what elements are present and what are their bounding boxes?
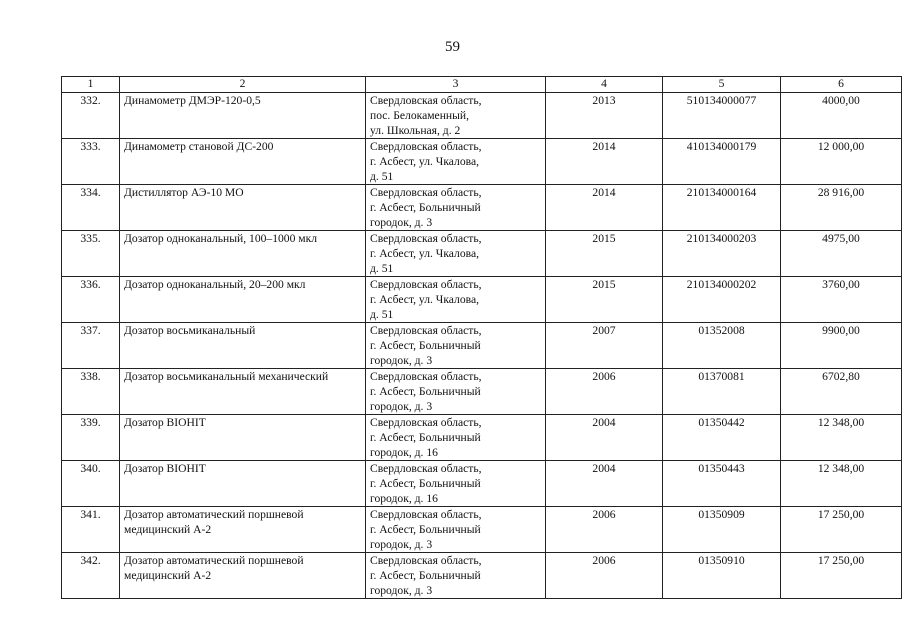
address-line: городок, д. 3 bbox=[370, 354, 433, 367]
table-row bbox=[62, 277, 902, 323]
column-header-4: 4 bbox=[546, 77, 663, 93]
row-number-cell: 336. bbox=[62, 277, 120, 323]
cost-cell: 4975,00 bbox=[781, 231, 902, 277]
inventory-number-cell: 01350909 bbox=[663, 507, 781, 553]
table-body bbox=[62, 93, 902, 599]
item-name-cell bbox=[120, 507, 366, 553]
address-line: г. Асбест, Больничный bbox=[370, 477, 481, 490]
item-name-line: медицинский А-2 bbox=[124, 569, 212, 582]
year-cell: 2006 bbox=[546, 369, 663, 415]
item-name-line: Динамометр становой ДС-200 bbox=[124, 140, 274, 153]
address-cell bbox=[366, 369, 546, 415]
inventory-number-cell: 210134000202 bbox=[663, 277, 781, 323]
address-line: ул. Школьная, д. 2 bbox=[370, 124, 461, 137]
year-cell: 2004 bbox=[546, 461, 663, 507]
year-cell: 2015 bbox=[546, 277, 663, 323]
row-number-cell: 338. bbox=[62, 369, 120, 415]
address-cell bbox=[366, 415, 546, 461]
address-cell bbox=[366, 277, 546, 323]
cost-cell: 4000,00 bbox=[781, 93, 902, 139]
year-cell: 2004 bbox=[546, 415, 663, 461]
address-line: Свердловская область, bbox=[370, 324, 482, 337]
table-row bbox=[62, 507, 902, 553]
row-number-cell: 341. bbox=[62, 507, 120, 553]
item-name-cell bbox=[120, 231, 366, 277]
address-line: Свердловская область, bbox=[370, 462, 482, 475]
table-row bbox=[62, 461, 902, 507]
address-line: городок, д. 3 bbox=[370, 400, 433, 413]
address-line: пос. Белокаменный, bbox=[370, 109, 470, 122]
item-name-line: Дозатор одноканальный, 20–200 мкл bbox=[124, 278, 306, 291]
item-name-line: Дозатор автоматический поршневой bbox=[124, 554, 304, 567]
cost-cell: 3760,00 bbox=[781, 277, 902, 323]
item-name-cell bbox=[120, 93, 366, 139]
address-line: городок, д. 16 bbox=[370, 446, 438, 459]
year-cell: 2006 bbox=[546, 553, 663, 599]
item-name-line: Дозатор автоматический поршневой bbox=[124, 508, 304, 521]
item-name-cell bbox=[120, 185, 366, 231]
address-line: г. Асбест, Больничный bbox=[370, 385, 481, 398]
address-line: городок, д. 3 bbox=[370, 538, 433, 551]
address-line: Свердловская область, bbox=[370, 232, 482, 245]
table-row bbox=[62, 139, 902, 185]
address-cell bbox=[366, 93, 546, 139]
table-row bbox=[62, 553, 902, 599]
address-line: г. Асбест, Больничный bbox=[370, 201, 481, 214]
row-number-cell: 335. bbox=[62, 231, 120, 277]
inventory-number-cell: 210134000164 bbox=[663, 185, 781, 231]
inventory-number-cell: 410134000179 bbox=[663, 139, 781, 185]
inventory-number-cell: 01352008 bbox=[663, 323, 781, 369]
address-line: г. Асбест, Больничный bbox=[370, 431, 481, 444]
address-line: Свердловская область, bbox=[370, 554, 482, 567]
inventory-number-cell: 210134000203 bbox=[663, 231, 781, 277]
cost-cell: 9900,00 bbox=[781, 323, 902, 369]
year-cell: 2014 bbox=[546, 185, 663, 231]
item-name-line: Дозатор восьмиканальный bbox=[124, 324, 256, 337]
page-number: 59 bbox=[445, 39, 460, 55]
address-line: г. Асбест, Больничный bbox=[370, 339, 481, 352]
cost-cell: 12 348,00 bbox=[781, 415, 902, 461]
item-name-line: медицинский А-2 bbox=[124, 523, 212, 536]
address-line: Свердловская область, bbox=[370, 370, 482, 383]
address-line: г. Асбест, ул. Чкалова, bbox=[370, 155, 479, 168]
item-name-line: Динамометр ДМЭР-120-0,5 bbox=[124, 94, 261, 107]
year-cell: 2013 bbox=[546, 93, 663, 139]
item-name-cell bbox=[120, 139, 366, 185]
item-name-cell bbox=[120, 461, 366, 507]
column-header-1: 1 bbox=[62, 77, 120, 93]
table-row bbox=[62, 415, 902, 461]
item-name-line: Дозатор восьмиканальный механический bbox=[124, 370, 329, 383]
address-line: Свердловская область, bbox=[370, 508, 482, 521]
cost-cell: 12 348,00 bbox=[781, 461, 902, 507]
item-name-line: Дозатор BIOHIT bbox=[124, 416, 206, 429]
address-line: городок, д. 3 bbox=[370, 216, 433, 229]
table-row bbox=[62, 231, 902, 277]
item-name-cell bbox=[120, 369, 366, 415]
address-cell bbox=[366, 231, 546, 277]
inventory-number-cell: 01370081 bbox=[663, 369, 781, 415]
address-cell bbox=[366, 461, 546, 507]
address-line: городок, д. 16 bbox=[370, 492, 438, 505]
inventory-number-cell: 510134000077 bbox=[663, 93, 781, 139]
item-name-line: Дозатор BIOHIT bbox=[124, 462, 206, 475]
address-cell bbox=[366, 139, 546, 185]
inventory-number-cell: 01350442 bbox=[663, 415, 781, 461]
row-number-cell: 342. bbox=[62, 553, 120, 599]
address-line: д. 51 bbox=[370, 262, 394, 275]
row-number-cell: 339. bbox=[62, 415, 120, 461]
address-line: Свердловская область, bbox=[370, 416, 482, 429]
item-name-cell bbox=[120, 553, 366, 599]
address-line: г. Асбест, Больничный bbox=[370, 569, 481, 582]
row-number-cell: 337. bbox=[62, 323, 120, 369]
item-name-line: Дозатор одноканальный, 100–1000 мкл bbox=[124, 232, 318, 245]
inventory-number-cell: 01350443 bbox=[663, 461, 781, 507]
year-cell: 2007 bbox=[546, 323, 663, 369]
address-line: д. 51 bbox=[370, 170, 394, 183]
column-header-2: 2 bbox=[120, 77, 366, 93]
equipment-table bbox=[61, 76, 902, 599]
address-cell bbox=[366, 507, 546, 553]
item-name-line: Дистиллятор АЭ-10 МО bbox=[124, 186, 244, 199]
address-line: городок, д. 3 bbox=[370, 584, 433, 597]
table-header bbox=[62, 77, 902, 93]
cost-cell: 17 250,00 bbox=[781, 507, 902, 553]
table-row bbox=[62, 93, 902, 139]
table-row bbox=[62, 323, 902, 369]
address-line: г. Асбест, ул. Чкалова, bbox=[370, 247, 479, 260]
address-line: д. 51 bbox=[370, 308, 394, 321]
year-cell: 2014 bbox=[546, 139, 663, 185]
item-name-cell bbox=[120, 323, 366, 369]
table-row bbox=[62, 185, 902, 231]
cost-cell: 12 000,00 bbox=[781, 139, 902, 185]
address-cell bbox=[366, 553, 546, 599]
column-header-5: 5 bbox=[663, 77, 781, 93]
column-header-6: 6 bbox=[781, 77, 902, 93]
address-line: Свердловская область, bbox=[370, 186, 482, 199]
cost-cell: 6702,80 bbox=[781, 369, 902, 415]
inventory-number-cell: 01350910 bbox=[663, 553, 781, 599]
address-cell bbox=[366, 323, 546, 369]
row-number-cell: 332. bbox=[62, 93, 120, 139]
address-line: Свердловская область, bbox=[370, 94, 482, 107]
year-cell: 2015 bbox=[546, 231, 663, 277]
address-line: Свердловская область, bbox=[370, 278, 482, 291]
address-line: г. Асбест, ул. Чкалова, bbox=[370, 293, 479, 306]
cost-cell: 28 916,00 bbox=[781, 185, 902, 231]
address-cell bbox=[366, 185, 546, 231]
row-number-cell: 334. bbox=[62, 185, 120, 231]
row-number-cell: 340. bbox=[62, 461, 120, 507]
address-line: г. Асбест, Больничный bbox=[370, 523, 481, 536]
item-name-cell bbox=[120, 277, 366, 323]
row-number-cell: 333. bbox=[62, 139, 120, 185]
table-row bbox=[62, 369, 902, 415]
table-header-row bbox=[62, 77, 902, 93]
column-header-3: 3 bbox=[366, 77, 546, 93]
cost-cell: 17 250,00 bbox=[781, 553, 902, 599]
item-name-cell bbox=[120, 415, 366, 461]
address-line: Свердловская область, bbox=[370, 140, 482, 153]
year-cell: 2006 bbox=[546, 507, 663, 553]
